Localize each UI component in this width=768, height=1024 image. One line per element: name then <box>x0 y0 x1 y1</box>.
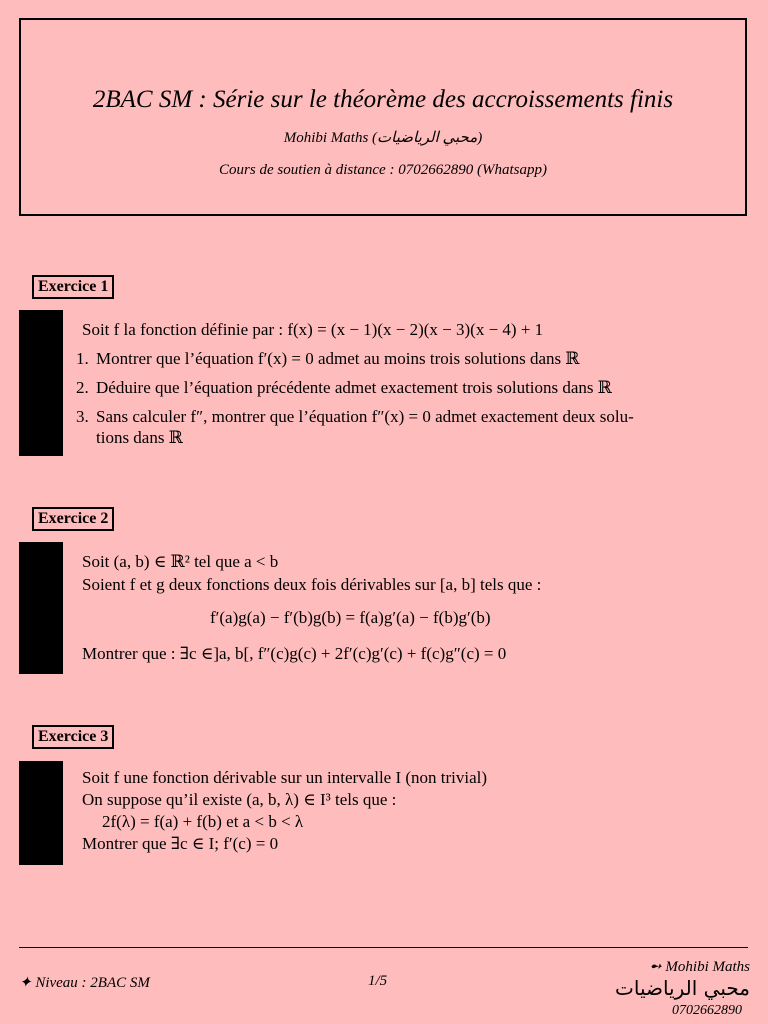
exercise-1-item-3: Sans calculer f″, montrer que l’équation f″(x) = 0 admet exactement deux solu- <box>96 407 634 426</box>
exercise-1-item-2-number: 2. <box>76 378 89 397</box>
exercise-3-bar <box>19 761 63 865</box>
footer-page-number: 1/5 <box>368 973 388 989</box>
exercise-2-line-1: Soit (a, b) ∈ ℝ² tel que a < b <box>82 552 279 571</box>
exercise-3-line-4: Montrer que ∃c ∈ I; f′(c) = 0 <box>82 834 279 853</box>
exercise-2-bar <box>19 542 63 674</box>
exercise-2-label: Exercice 2 <box>32 507 114 531</box>
exercise-1-item-3-continued: tions dans ℝ <box>96 428 183 447</box>
header-box <box>19 18 747 216</box>
exercise-1-item-3-number: 3. <box>76 407 89 426</box>
document-title: 2BAC SM : Série sur le théorème des accroissements finis <box>92 86 674 113</box>
exercise-1-item-1: Montrer que l’équation f′(x) = 0 admet au moins trois solutions dans ℝ <box>96 349 580 368</box>
footer-brand-arabic: محبي الرياضيات <box>615 976 750 1000</box>
footer-phone: 0702662890 <box>672 1003 742 1018</box>
exercise-1-label: Exercice 1 <box>32 275 114 299</box>
exercise-3-line-1: Soit f une fonction dérivable sur un intervalle I (non trivial) <box>82 768 488 787</box>
exercise-2-equation: f′(a)g(a) − f′(b)g(b) = f(a)g′(a) − f(b)g′(b) <box>210 608 491 627</box>
exercise-3-label: Exercice 3 <box>32 725 114 749</box>
contact-line: Cours de soutien à distance : 0702662890 (Whatsapp) <box>219 162 547 178</box>
exercise-1-item-2: Déduire que l’équation précédente admet exactement trois solutions dans ℝ <box>96 378 612 397</box>
exercise-1-item-1-number: 1. <box>76 349 89 368</box>
author-line: Mohibi Maths (محبي الرياضيات) <box>283 130 483 146</box>
exercise-2-line-3: Montrer que : ∃c ∈]a, b[, f″(c)g(c) + 2f′(c)g′(c) + f(c)g″(c) = 0 <box>82 644 507 663</box>
exercise-3-line-3: 2f(λ) = f(a) + f(b) et a < b < λ <box>102 812 304 831</box>
exercise-3-line-2: On suppose qu’il existe (a, b, λ) ∈ I³ tels que : <box>82 790 397 809</box>
exercise-1-intro: Soit f la fonction définie par : f(x) = (x − 1)(x − 2)(x − 3)(x − 4) + 1 <box>82 320 544 339</box>
footer-level: ✦ Niveau : 2BAC SM <box>19 975 150 991</box>
footer-rule <box>19 947 748 948</box>
exercise-1-bar <box>19 310 63 456</box>
footer-brand: ➻ Mohibi Maths <box>649 959 750 975</box>
exercise-2-line-2: Soient f et g deux fonctions deux fois dérivables sur [a, b] tels que : <box>82 575 542 594</box>
